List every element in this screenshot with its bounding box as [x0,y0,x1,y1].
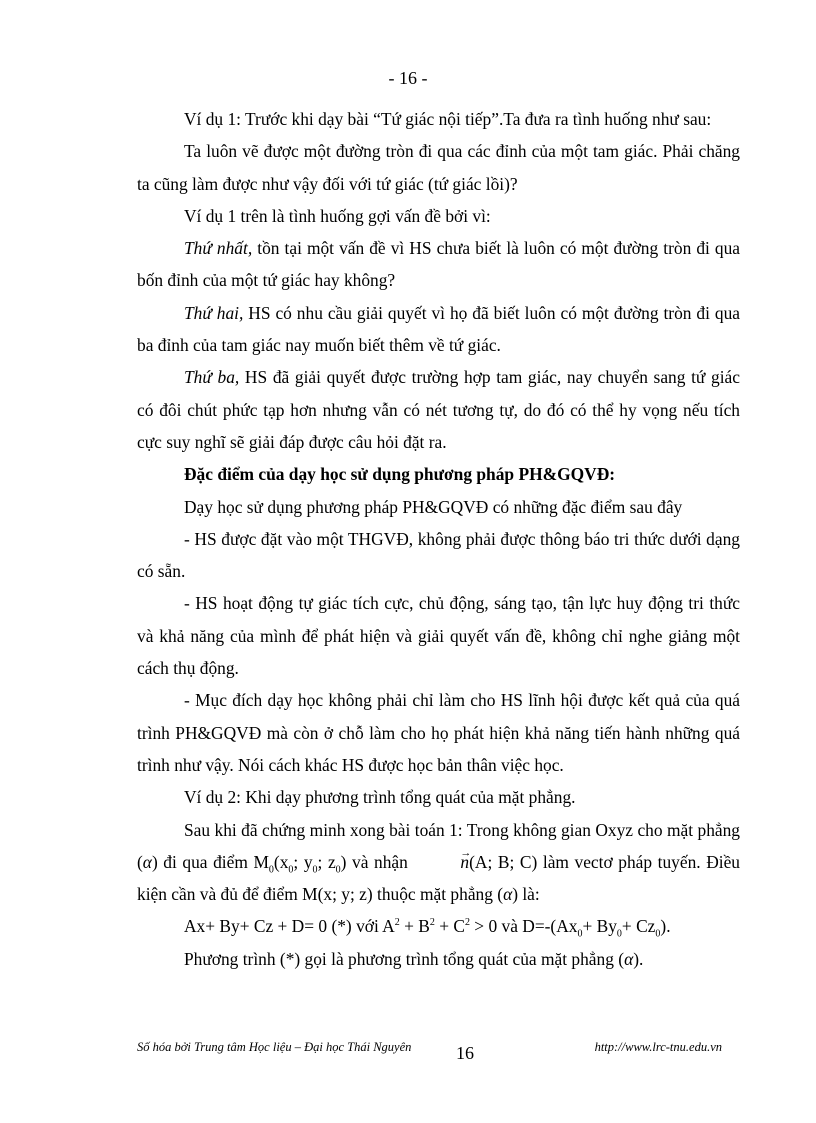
paragraph-theorem: Sau khi đã chứng minh xong bài toán 1: Trong không gian Oxyz cho mặt phẳng (α) đi qua điểm $M_0(x_0$; $y_0$; $z_0$) và nhận → n(A; B; C) làm vectơ pháp tuyến. Điều kiện cần và đủ để điểm M(x; y; z) thuộc mặt phẳng (α) là: [137,814,740,911]
third-reason-text: HS đã giải quyết được trường hợp tam giác, nay chuyển sang tứ giác có đôi chút phức tạp hơn nhưng vẫn có nét tương tự, do đó có thể hy vọng nếu tích cực suy nghĩ sẽ giải đáp được câu hỏi đặt ra. [137,367,740,452]
footer-page-number: 16 [456,1043,474,1063]
paragraph-feature-2: - HS hoạt động tự giác tích cực, chủ động, sáng tạo, tận lực huy động tri thức và khả năng của mình để phát hiện và giải quyết vấn đề, không chỉ nghe giảng một cách thụ động. [137,593,740,679]
paragraph-third-reason [137,361,740,458]
alpha-symbol: α [624,948,634,969]
paragraph-feature-1: - HS được đặt vào một THGVĐ, không phải được thông báo tri thức dưới dạng có sẵn. [137,528,740,582]
paragraph-feature-3: - Mục đích dạy học không phải chỉ làm cho HS lĩnh hội được kết quả của quá trình PH&GQVĐ mà còn ở chỗ làm cho họ phát hiện khả năng tiến hành những quá trình như vậy. Nói cách khác HS được học bản thân việc học. [137,690,740,775]
paragraph-first-reason [137,232,740,297]
paragraph-reason-intro: Ví dụ 1 trên là tình huống gợi vấn đề bởi vì: [184,205,491,226]
alpha-symbol: α [142,851,152,872]
second-reason-lead: Thứ hai, [184,302,244,323]
section-heading: Đặc điểm của dạy học sử dụng phương pháp PH&GQVĐ: [184,464,616,485]
alpha-symbol: α [503,884,513,905]
paragraph-situation: Ta luôn vẽ được một đường tròn đi qua các đỉnh của một tam giác. Phải chăng ta cũng làm được như vậy đối với tứ giác (tứ giác lồi)? [137,141,740,194]
second-reason-text: HS có nhu cầu giải quyết vì họ đã biết luôn có một đường tròn đi qua ba đỉnh của tam giác nay muốn biết thêm về tứ giác. [137,302,740,356]
first-reason-text: tồn tại một vấn đề vì HS chưa biết là luôn có một đường tròn đi qua bốn đỉnh của một tứ giác hay không? [137,238,741,291]
footer-source: Số hóa bởi Trung tâm Học liệu – Đại học Thái Nguyên [137,1040,412,1054]
document-body [137,103,740,975]
third-reason-lead: Thứ ba, [184,367,240,388]
paragraph-second-reason [137,297,740,362]
paragraph-features-intro: Dạy học sử dụng phương pháp PH&GQVĐ có những đặc điểm sau đây [184,496,683,517]
paragraph-example-2: Ví dụ 2: Khi dạy phương trình tổng quát của mặt phẳng. [184,787,576,808]
first-reason-lead: Thứ nhất, [184,238,253,259]
paragraph-conclusion: Phương trình (*) gọi là phương trình tổng quát của mặt phẳng (α). [184,948,644,969]
footer-url: http://www.lrc-tnu.edu.vn [594,1040,722,1054]
page-header: - 16 - [388,68,428,88]
normal-vector-symbol: → n [413,846,469,878]
equation-line: Ax+ By+ Cz + D= 0 (*) với $A^2 + B^2 + C^2 > 0$ và $D=-(Ax_0+ By_0+ Cz_0)$. [184,916,671,940]
page-footer [137,1040,740,1070]
paragraph-example-1: Ví dụ 1: Trước khi dạy bài “Tứ giác nội tiếp”.Ta đưa ra tình huống như sau: [184,109,712,129]
